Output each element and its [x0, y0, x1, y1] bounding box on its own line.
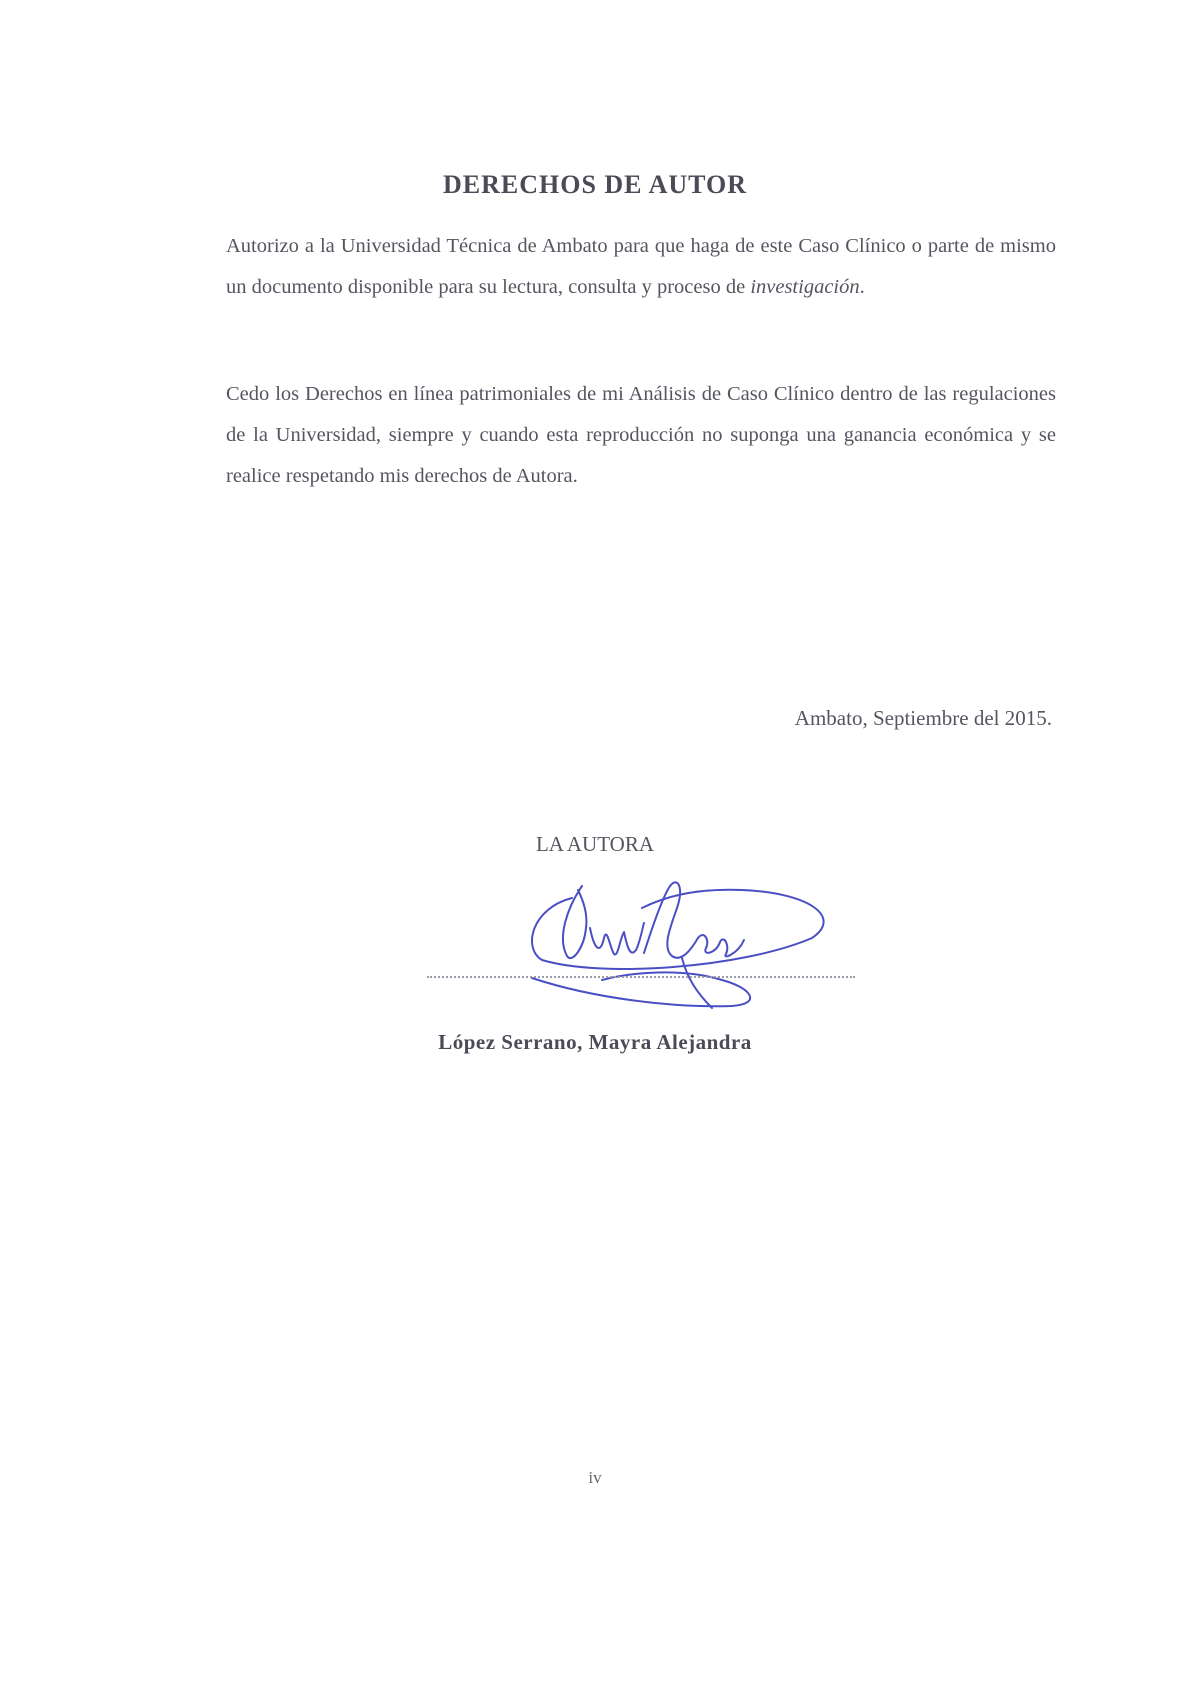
page-number: iv — [588, 1468, 602, 1487]
signer-name: López Serrano, Mayra Alejandra — [438, 1030, 752, 1054]
authorization-end: . — [859, 276, 865, 298]
authorization-paragraph — [226, 226, 1056, 308]
page-title: DERECHOS DE AUTOR — [442, 170, 748, 199]
authorization-italic-word: investigación — [750, 276, 860, 298]
rights-paragraph: Cedo los Derechos en línea patrimoniales de mi Análisis de Caso Clínico dentro de las regulaciones de la Universidad, siempre y cuando esta reproducción no suponga una ganancia económica y se realice respetando mis derechos de Autora. — [226, 383, 1056, 487]
authorization-text: Autorizo a la Universidad Técnica de Ambato para que haga de este Caso Clínico o parte de mismo un documento disponible para su lectura, consulta y proceso de — [226, 235, 1056, 298]
handwritten-signature — [512, 868, 832, 1018]
signer-role: LA AUTORA — [535, 832, 655, 856]
signature-line — [427, 976, 855, 978]
place-date: Ambato, Septiembre del 2015. — [794, 706, 1052, 730]
